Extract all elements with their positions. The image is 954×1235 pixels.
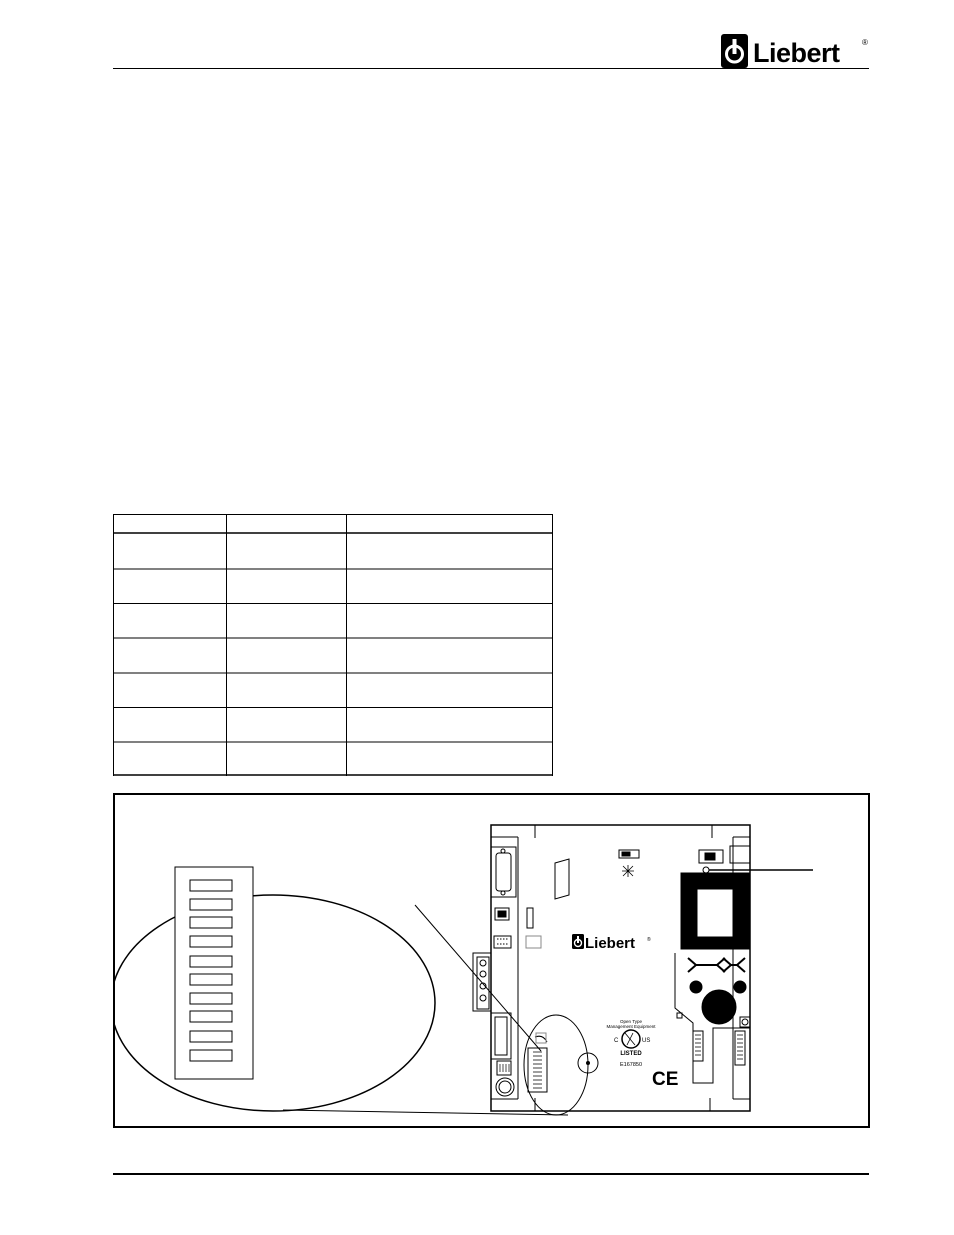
dip-switch-9 <box>190 1031 232 1042</box>
dip-switch-3 <box>190 917 232 928</box>
brand-name: Liebert <box>753 38 840 68</box>
liebert-logo-icon <box>720 33 750 69</box>
dip-switch-1 <box>190 880 232 891</box>
ul-c-text: C <box>614 1038 619 1044</box>
dip-switch-10 <box>190 1050 232 1061</box>
dip-switch-4 <box>190 936 232 947</box>
ul-us-text: US <box>642 1038 651 1044</box>
board-label-line1: Open Type <box>620 1019 642 1024</box>
dip-switch-enlarged <box>175 867 253 1079</box>
footer-rule <box>113 1173 869 1175</box>
listed-text: LISTED <box>620 1051 642 1057</box>
board-figure <box>113 793 870 1128</box>
registered-mark: ® <box>862 38 868 47</box>
dip-switch-2 <box>190 899 232 910</box>
settings-table <box>113 514 553 776</box>
dip-switch-6 <box>190 974 232 985</box>
dip-switch-5 <box>190 956 232 967</box>
file-number-text: E167850 <box>619 1062 643 1068</box>
board-brand-text: Liebert <box>585 935 636 952</box>
dip-switch-7 <box>190 993 232 1004</box>
board-registered-mark: ® <box>647 937 651 943</box>
dip-switch-8 <box>190 1011 232 1022</box>
brand-logo <box>720 32 870 70</box>
board-label-line2: Management Equipment <box>606 1024 656 1029</box>
ce-mark: CE <box>652 1069 679 1090</box>
header-rule <box>113 68 869 69</box>
